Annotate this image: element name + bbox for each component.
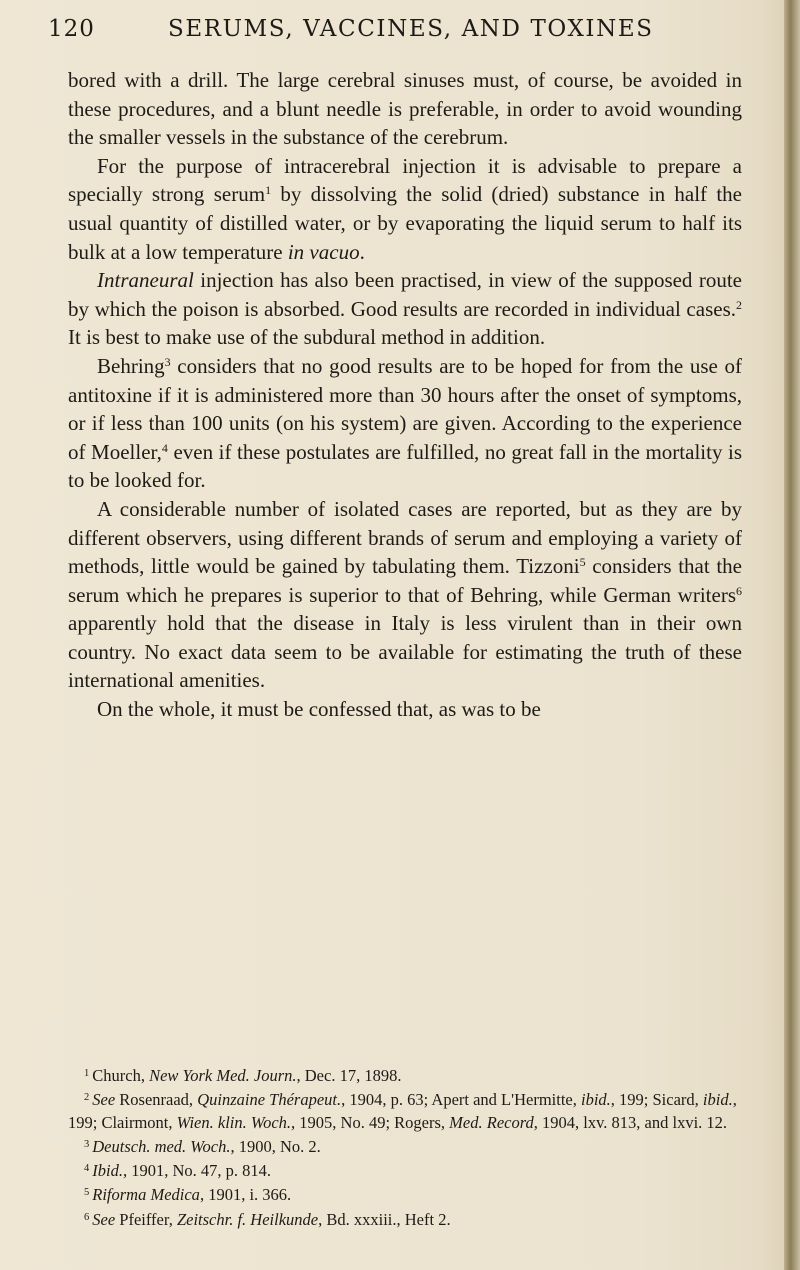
footnote-4: $^4$ Ibid., 1901, No. 47, p. 814. <box>84 1161 272 1181</box>
footnote-ref-4: 4 <box>161 440 168 455</box>
paragraph-5: A considerable number of isolated cases are reported, but as they are by different observers, using different brands of serum and employing a variety of methods, little would be gained by tabulating them. Tizzoni$^5$ considers that the serum which he prepares is superior to that of Behring, while German writers$^6$ apparently hold that the disease in Italy is less virulent than in their own country. No exact data seem to be available for estimating the truth of these international amenities. <box>68 496 742 693</box>
footnote-2: $^2$ See Rosenraad, Quinzaine Thérapeut., 1904, p. 63; Apert and L'Hermitte, ibid., 199; Sicard, ibid., 199; Clairmont, Wien. klin. Woch., 1905, No. 49; Rogers, Med. Record, 1904, lxv. 813, and lxvi. 12. <box>68 1090 737 1132</box>
footnote-ref-1: 1 <box>265 183 272 198</box>
page-edge-shadow <box>784 0 800 1270</box>
paragraph-2: For the purpose of intracerebral injection it is advisable to prepare a specially strong serum$^1$ by dissolving the solid (dried) substance in half the usual quantity of distilled water, or by evaporating the liquid serum to half its bulk at a low temperature in vacuo. <box>68 153 742 264</box>
footnotes <box>68 1063 748 1231</box>
footnote-3: $^3$ Deutsch. med. Woch., 1900, No. 2. <box>84 1136 321 1156</box>
footnote-ref-6: 6 <box>736 583 742 598</box>
page-number: 120 <box>48 16 95 42</box>
paragraph-3: Intraneural injection has also been practised, in view of the supposed route by which the poison is absorbed. Good results are recorded in individual cases.$^2$ It is best to make use of the subdural method in addition. <box>68 268 742 350</box>
page-header <box>48 16 738 56</box>
footnote-ref-2: 2 <box>736 297 742 312</box>
footnote-5: $^5$ Riforma Medica, 1901, i. 366. <box>84 1185 292 1205</box>
body-text <box>68 66 742 724</box>
paragraph-6: On the whole, it must be confessed that, as was to be <box>97 697 541 722</box>
footnote-ref-5: 5 <box>579 555 586 570</box>
running-head: SERUMS, VACCINES, AND TOXINES <box>168 16 654 42</box>
footnote-ref-3: 3 <box>164 354 171 369</box>
footnote-6: $^6$ See Pfeiffer, Zeitschr. f. Heilkunde, Bd. xxxiii., Heft 2. <box>84 1209 451 1229</box>
paragraph-4: Behring$^3$ considers that no good results are to be hoped for from the use of antitoxine if it is administered more than 30 hours after the onset of symptoms, or if less than 100 units (on his system) are given. According to the experience of Moeller,$^4$ even if these postulates are fulfilled, no great fall in the mortality is to be looked for. <box>68 353 742 493</box>
footnote-1: $^1$ Church, New York Med. Journ., Dec. 17, 1898. <box>84 1066 402 1085</box>
paragraph-1: bored with a drill. The large cerebral sinuses must, of course, be avoided in these procedures, and a blunt needle is preferable, in order to avoid wounding the smaller vessels in the substance of the cerebrum. <box>68 68 742 150</box>
